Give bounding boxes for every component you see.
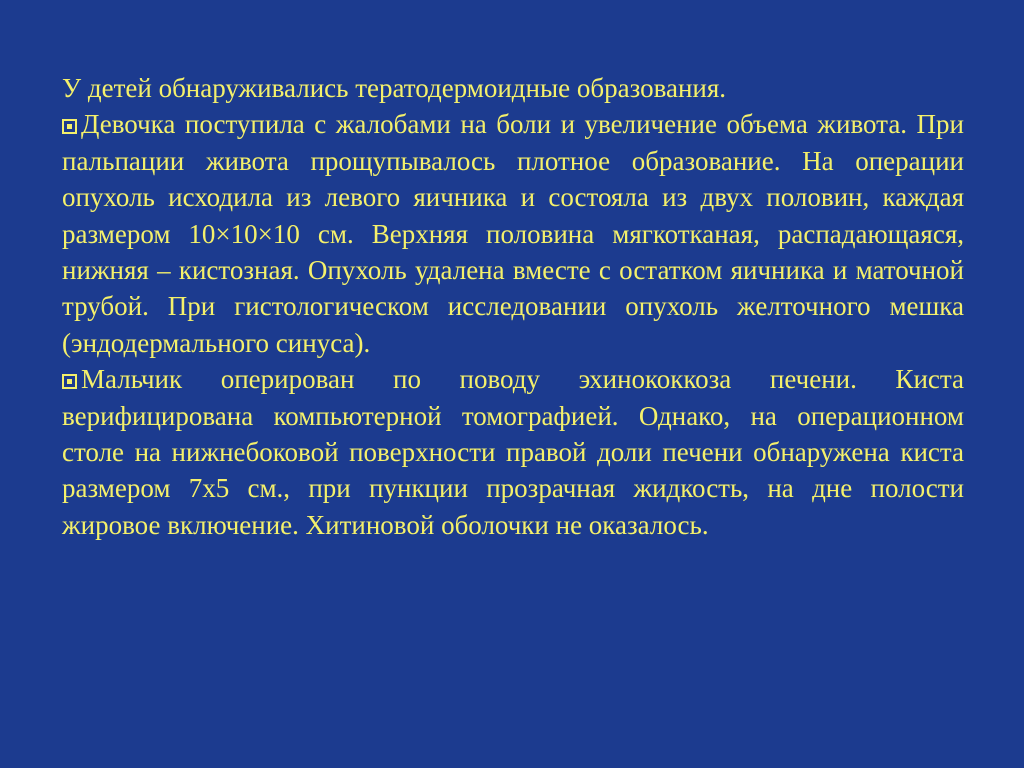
- bullet-text-girl-case: Девочка поступила с жалобами на боли и увеличение объема живота. При пальпации живота прощупывалось плотное образование. На операции опухоль исходила из левого яичника и состояла из двух половин, каждая размером 10×10×10 см. Верхняя половина мягкотканая, распадающаяся, нижняя – кистозная. Опухоль удалена вместе с остатком яичника и маточной трубой. При гистологическом исследовании опухоль желточного мешка (эндодермального синуса).: [62, 109, 964, 358]
- square-bullet-icon: [62, 374, 77, 389]
- bullet-item-girl-case: [62, 106, 964, 361]
- bullet-text-boy-case: Мальчик оперирован по поводу эхинококкоза печени. Киста верифицирована компьютерной томографией. Однако, на операционном столе на нижнебоковой поверхности правой доли печени обнаружена киста размером 7х5 см., при пункции прозрачная жидкость, на дне полости жировое включение. Хитиновой оболочки не оказалось.: [62, 364, 964, 540]
- intro-text: У детей обнаруживались тератодермоидные образования.: [62, 73, 727, 103]
- square-bullet-icon: [62, 119, 77, 134]
- bullet-item-boy-case: [62, 361, 964, 543]
